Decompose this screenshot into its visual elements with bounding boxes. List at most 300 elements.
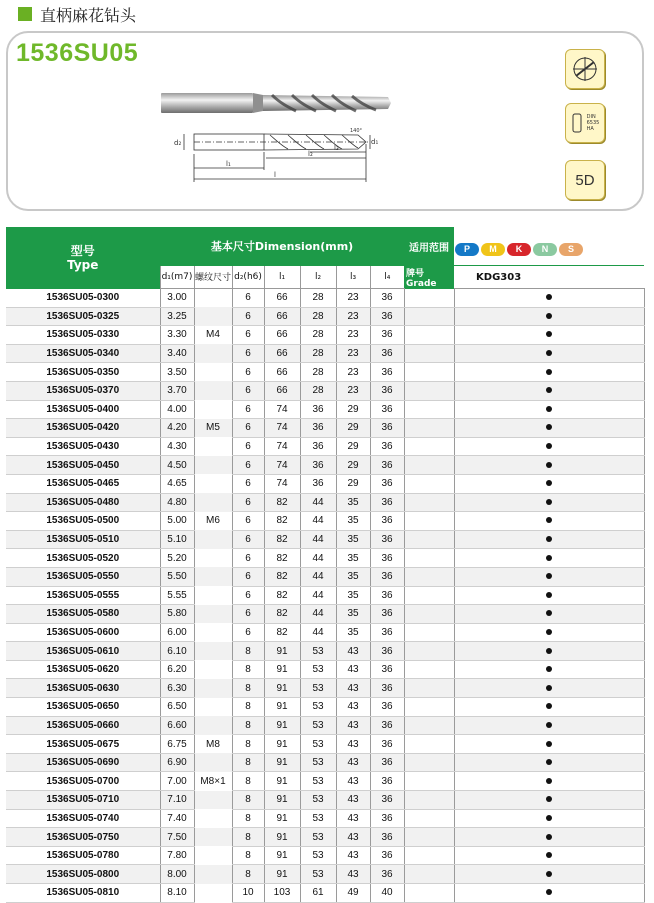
l4-cell: 36 [370,828,404,847]
thread-cell: M4 [194,326,232,345]
type-cell: 1536SU05-0300 [6,289,160,308]
suitability-dot [546,648,552,654]
thread-cell [194,474,232,493]
col-d2: d₂(h6) [232,266,264,289]
thread-cell [194,400,232,419]
l2-cell: 28 [300,381,336,400]
grade-cell [454,865,644,884]
grade-cell [454,735,644,754]
l3-cell: 29 [336,456,370,475]
table-row [6,400,644,419]
l1-cell: 91 [264,865,300,884]
l1-cell: 66 [264,363,300,382]
thread-cell [194,586,232,605]
grade-cell [454,344,644,363]
table-row [6,289,644,308]
l2-cell: 36 [300,474,336,493]
d2-cell: 8 [232,679,264,698]
type-header [6,227,160,289]
range-cell [404,363,454,382]
d2-cell: 6 [232,344,264,363]
d2-cell: 6 [232,326,264,345]
range-cell [404,698,454,717]
l1-cell: 74 [264,419,300,438]
type-cell: 1536SU05-0690 [6,753,160,772]
l4-cell: 36 [370,549,404,568]
type-cell: 1536SU05-0620 [6,660,160,679]
d2-cell: 8 [232,809,264,828]
d2-cell: 6 [232,456,264,475]
l2-cell: 44 [300,493,336,512]
d2-cell: 6 [232,474,264,493]
range-cell [404,512,454,531]
dim-l1-label: l₁ [226,160,231,168]
header-marker-icon [18,7,32,21]
grade-cell [454,809,644,828]
d1-cell: 7.40 [160,809,194,828]
type-cell: 1536SU05-0675 [6,735,160,754]
l1-cell: 91 [264,753,300,772]
l3-cell: 35 [336,530,370,549]
d1-cell: 6.20 [160,660,194,679]
range-cell [404,865,454,884]
grade-cell [454,828,644,847]
table-row [6,363,644,382]
suitability-dot [546,350,552,356]
l1-cell: 82 [264,512,300,531]
grade-header: 牌号Grade [404,266,454,289]
grade-cell [454,716,644,735]
grade-cell [454,753,644,772]
table-row [6,307,644,326]
l3-cell: 43 [336,828,370,847]
d2-cell: 6 [232,530,264,549]
d1-cell: 4.20 [160,419,194,438]
thread-cell [194,865,232,884]
range-cell [404,846,454,865]
l2-cell: 44 [300,549,336,568]
l4-cell: 36 [370,846,404,865]
range-cell [404,753,454,772]
l4-cell: 36 [370,437,404,456]
l3-cell: 43 [336,865,370,884]
product-model: 1536SU05 [16,39,139,67]
l2-cell: 53 [300,735,336,754]
d1-cell: 7.00 [160,772,194,791]
table-row [6,679,644,698]
suitability-dot [546,703,552,709]
table-row [6,828,644,847]
l3-cell: 43 [336,698,370,717]
grade-cell [454,400,644,419]
l1-cell: 91 [264,716,300,735]
table-row [6,381,644,400]
l4-cell: 36 [370,493,404,512]
d1-cell: 4.00 [160,400,194,419]
thread-cell: M8×1 [194,772,232,791]
suitability-dot [546,555,552,561]
d2-cell: 6 [232,437,264,456]
l1-cell: 66 [264,326,300,345]
type-cell: 1536SU05-0420 [6,419,160,438]
grade-cell [454,512,644,531]
l1-cell: 82 [264,605,300,624]
l1-cell: 82 [264,549,300,568]
grade-cell [454,289,644,308]
l3-cell: 35 [336,623,370,642]
l3-cell: 29 [336,400,370,419]
d1-cell: 6.75 [160,735,194,754]
table-row [6,623,644,642]
type-cell: 1536SU05-0330 [6,326,160,345]
col-d1: d₁(m7) [160,266,194,289]
table-row [6,642,644,661]
section-header [18,4,136,24]
type-cell: 1536SU05-0370 [6,381,160,400]
table-row [6,865,644,884]
l4-cell: 36 [370,809,404,828]
thread-cell [194,698,232,717]
d1-cell: 8.10 [160,884,194,903]
d2-cell: 8 [232,846,264,865]
suitability-dot [546,424,552,430]
range-cell [404,772,454,791]
table-row [6,772,644,791]
table-row [6,735,644,754]
l2-cell: 53 [300,809,336,828]
range-cell [404,623,454,642]
length-5d-icon: 5D [565,160,605,200]
thread-cell [194,605,232,624]
d2-cell: 6 [232,493,264,512]
thread-cell [194,679,232,698]
d2-cell: 8 [232,735,264,754]
l4-cell: 36 [370,772,404,791]
range-cell [404,419,454,438]
suitability-dot [546,778,552,784]
l2-cell: 28 [300,344,336,363]
grade-cell [454,791,644,810]
suitability-dot [546,759,552,765]
grade-cell [454,363,644,382]
col-thread: 螺纹尺寸 [194,266,232,289]
d2-cell: 8 [232,791,264,810]
l2-cell: 53 [300,791,336,810]
thread-cell: M8 [194,735,232,754]
range-cell [404,549,454,568]
l4-cell: 36 [370,419,404,438]
grade-cell [454,474,644,493]
din-standard-icon [565,103,605,143]
type-cell: 1536SU05-0700 [6,772,160,791]
grade-cell [454,846,644,865]
type-cell: 1536SU05-0580 [6,605,160,624]
l2-cell: 44 [300,586,336,605]
l1-cell: 74 [264,437,300,456]
range-cell [404,493,454,512]
suitability-dot [546,666,552,672]
suitability-dot [546,685,552,691]
material-m-badge: M [481,243,505,256]
l2-cell: 36 [300,437,336,456]
l2-cell: 36 [300,419,336,438]
material-n-badge: N [533,243,557,256]
l3-cell: 35 [336,512,370,531]
l2-cell: 36 [300,456,336,475]
thread-cell: M5 [194,419,232,438]
l1-cell: 91 [264,828,300,847]
d2-cell: 6 [232,549,264,568]
d2-cell: 8 [232,716,264,735]
d2-cell: 6 [232,623,264,642]
l2-cell: 28 [300,289,336,308]
l3-cell: 23 [336,344,370,363]
dim-d2-label: d₂ [174,139,182,147]
thread-cell [194,753,232,772]
section-title: 直柄麻花钻头 [40,5,137,25]
l1-cell: 91 [264,679,300,698]
l3-cell: 35 [336,567,370,586]
l1-cell: 82 [264,530,300,549]
l2-cell: 53 [300,865,336,884]
table-row [6,884,644,903]
l3-cell: 43 [336,735,370,754]
l1-cell: 91 [264,698,300,717]
thread-cell [194,828,232,847]
table-row [6,530,644,549]
range-cell [404,679,454,698]
l3-cell: 43 [336,642,370,661]
type-cell: 1536SU05-0810 [6,884,160,903]
l2-cell: 53 [300,753,336,772]
l3-cell: 43 [336,791,370,810]
range-cell [404,828,454,847]
suitability-dot [546,331,552,337]
l4-cell: 36 [370,456,404,475]
suitability-dot [546,313,552,319]
d1-cell: 7.50 [160,828,194,847]
l4-cell: 36 [370,698,404,717]
suitability-dot [546,443,552,449]
l1-cell: 74 [264,456,300,475]
l2-cell: 53 [300,772,336,791]
grade-cell [454,605,644,624]
l4-cell: 36 [370,363,404,382]
type-cell: 1536SU05-0325 [6,307,160,326]
col-l2: l₂ [300,266,336,289]
l1-cell: 74 [264,474,300,493]
table-row [6,456,644,475]
l4-cell: 36 [370,567,404,586]
l2-cell: 28 [300,363,336,382]
l2-cell: 53 [300,679,336,698]
l3-cell: 35 [336,493,370,512]
l1-cell: 74 [264,400,300,419]
grade-cell [454,493,644,512]
l1-cell: 91 [264,660,300,679]
d1-cell: 4.30 [160,437,194,456]
l3-cell: 23 [336,326,370,345]
suitability-dot [546,815,552,821]
grade-cell [454,884,644,903]
table-row [6,344,644,363]
l3-cell: 43 [336,809,370,828]
l1-cell: 103 [264,884,300,903]
grade-cell [454,549,644,568]
l4-cell: 36 [370,623,404,642]
dimension-header: 基本尺寸Dimension(mm) [160,227,404,266]
l3-cell: 35 [336,605,370,624]
type-cell: 1536SU05-0430 [6,437,160,456]
l1-cell: 91 [264,809,300,828]
thread-cell [194,642,232,661]
l1-cell: 82 [264,567,300,586]
l4-cell: 36 [370,642,404,661]
range-cell [404,884,454,903]
l2-cell: 53 [300,698,336,717]
thread-cell [194,381,232,400]
col-l1: l₁ [264,266,300,289]
l2-cell: 36 [300,400,336,419]
l4-cell: 36 [370,344,404,363]
d2-cell: 8 [232,865,264,884]
type-cell: 1536SU05-0480 [6,493,160,512]
range-cell [404,809,454,828]
thread-cell [194,716,232,735]
thread-cell [194,791,232,810]
l1-cell: 66 [264,289,300,308]
l4-cell: 36 [370,530,404,549]
grade-cell [454,307,644,326]
shank-icon [571,113,583,133]
l2-cell: 53 [300,846,336,865]
table-row [6,809,644,828]
l3-cell: 43 [336,716,370,735]
d1-cell: 3.70 [160,381,194,400]
range-cell [404,642,454,661]
l1-cell: 82 [264,623,300,642]
suitability-dot [546,480,552,486]
l2-cell: 44 [300,530,336,549]
material-k-badge: K [507,243,531,256]
l4-cell: 36 [370,381,404,400]
grade-cell [454,326,644,345]
l3-cell: 35 [336,549,370,568]
d2-cell: 6 [232,605,264,624]
l4-cell: 36 [370,400,404,419]
d1-cell: 3.50 [160,363,194,382]
grade-cell [454,679,644,698]
grade-cell [454,437,644,456]
type-cell: 1536SU05-0710 [6,791,160,810]
din-label: DIN 6535 HA [586,114,600,132]
range-cell [404,605,454,624]
grade-value: KDG303 [454,266,644,289]
l4-cell: 36 [370,474,404,493]
suitability-dot [546,722,552,728]
d1-cell: 6.90 [160,753,194,772]
thread-cell [194,493,232,512]
material-p-badge: P [455,243,479,256]
d1-cell: 5.55 [160,586,194,605]
type-cell: 1536SU05-0800 [6,865,160,884]
suitability-dot [546,834,552,840]
l4-cell: 36 [370,753,404,772]
range-cell [404,586,454,605]
d1-cell: 4.80 [160,493,194,512]
suitability-dot [546,871,552,877]
dim-angle-label: 140° [350,128,363,134]
l2-cell: 53 [300,828,336,847]
l4-cell: 36 [370,586,404,605]
dim-l3-label: l₃ [334,144,339,152]
l2-cell: 53 [300,716,336,735]
type-cell: 1536SU05-0600 [6,623,160,642]
range-cell [404,456,454,475]
suitability-dot [546,852,552,858]
thread-cell [194,530,232,549]
type-cell: 1536SU05-0340 [6,344,160,363]
l2-cell: 44 [300,567,336,586]
grade-cell [454,698,644,717]
drill-drawing [170,122,380,184]
thread-cell [194,623,232,642]
suitability-dot [546,517,552,523]
suitability-dot [546,592,552,598]
range-cell [404,530,454,549]
suitability-dot [546,610,552,616]
d1-cell: 3.30 [160,326,194,345]
l2-cell: 44 [300,605,336,624]
suitability-dot [546,387,552,393]
type-cell: 1536SU05-0650 [6,698,160,717]
grade-cell [454,660,644,679]
table-row [6,567,644,586]
l4-cell: 36 [370,326,404,345]
l4-cell: 36 [370,605,404,624]
d2-cell: 8 [232,642,264,661]
d1-cell: 5.00 [160,512,194,531]
d1-cell: 3.00 [160,289,194,308]
d1-cell: 6.50 [160,698,194,717]
table-row [6,437,644,456]
l3-cell: 43 [336,679,370,698]
table-row [6,326,644,345]
thread-cell [194,846,232,865]
dim-l2-label: l₂ [308,150,313,158]
type-cell: 1536SU05-0520 [6,549,160,568]
range-cell [404,474,454,493]
l3-cell: 49 [336,884,370,903]
table-row [6,419,644,438]
grade-cell [454,381,644,400]
l2-cell: 44 [300,623,336,642]
d1-cell: 3.40 [160,344,194,363]
range-cell [404,716,454,735]
spec-table [6,227,644,903]
table-row [6,549,644,568]
type-cell: 1536SU05-0350 [6,363,160,382]
l4-cell: 36 [370,791,404,810]
col-l3: l₃ [336,266,370,289]
material-groups [454,227,644,266]
l1-cell: 82 [264,493,300,512]
range-cell [404,344,454,363]
suitability-dot [546,889,552,895]
thread-cell [194,363,232,382]
thread-cell [194,660,232,679]
point-geometry-icon [565,49,605,89]
